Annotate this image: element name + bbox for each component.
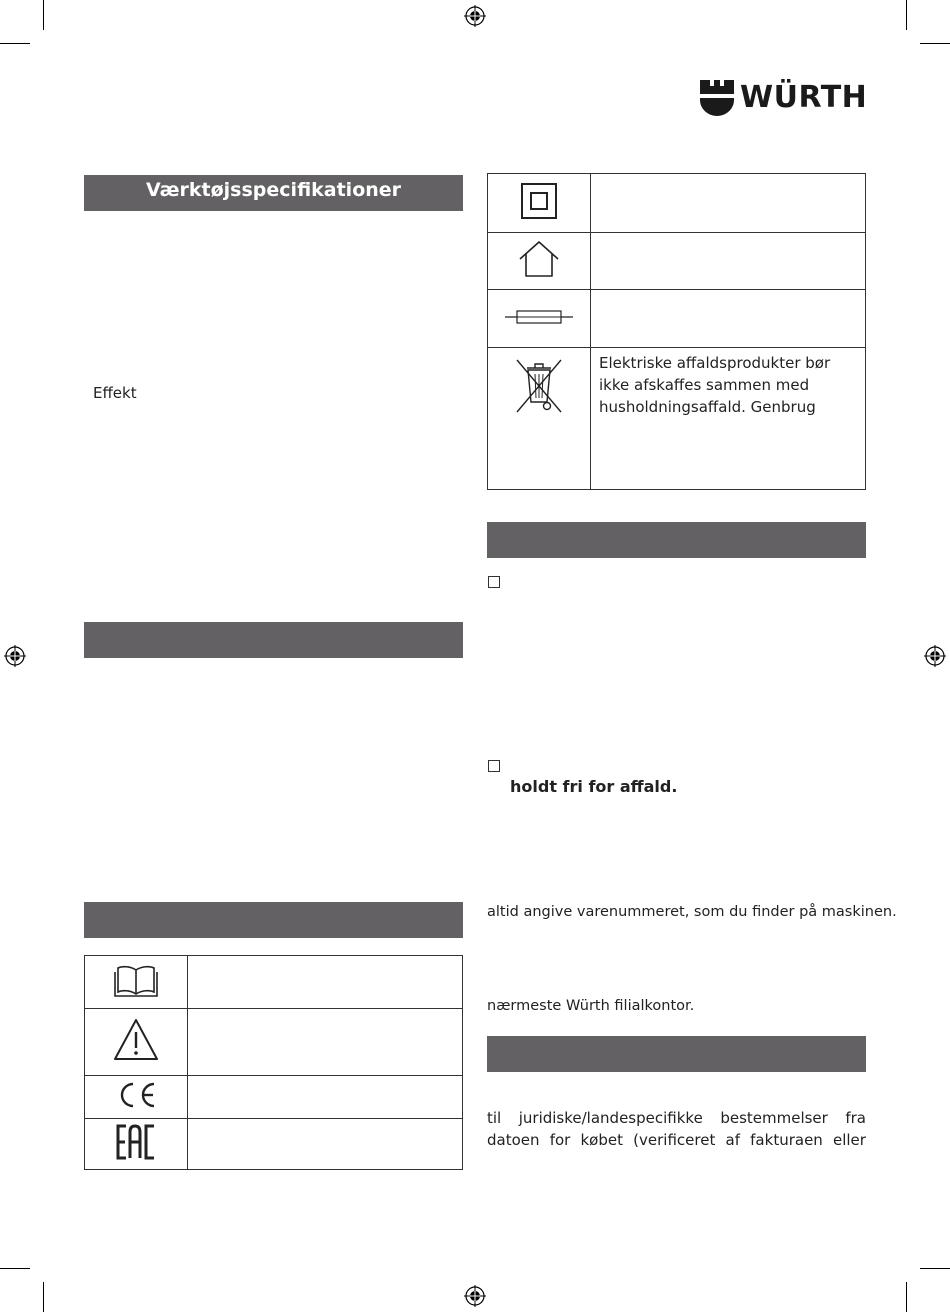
symbol-table-left [84, 955, 463, 1170]
symbol-row [488, 290, 866, 348]
warranty-word: juridiske/landespecifikke [518, 1109, 703, 1127]
symbol-desc [591, 174, 866, 233]
symbol-row [85, 956, 463, 1009]
weee-text-line: ikke afskaffes sammen med [599, 376, 810, 394]
spec-title: Værktøjsspecifikationer [145, 179, 402, 201]
warranty-word: for [549, 1131, 571, 1149]
symbol-cell [488, 290, 591, 348]
section-bar [84, 622, 463, 658]
bullet-square [488, 760, 500, 772]
wurth-castle-icon [700, 80, 734, 116]
symbol-cell [85, 956, 188, 1009]
registration-mark-icon [4, 645, 26, 667]
symbol-cell [488, 348, 591, 490]
symbol-desc [188, 956, 463, 1009]
crop-mark [0, 1268, 30, 1269]
symbol-row [488, 348, 866, 490]
symbol-table-right [487, 173, 866, 490]
branch-office-text: nærmeste Würth filialkontor. [487, 998, 695, 1014]
warranty-word: fakturaen [750, 1131, 823, 1149]
symbol-row [85, 1119, 463, 1170]
symbol-row [85, 1076, 463, 1119]
warranty-word: købet [580, 1131, 623, 1149]
bullet-square [488, 576, 500, 588]
registration-mark-icon [464, 1285, 486, 1307]
warranty-word: fra [845, 1109, 866, 1127]
weee-crossed-bin-icon [511, 356, 567, 416]
warranty-word: eller [832, 1131, 866, 1149]
symbol-desc [188, 1076, 463, 1119]
symbol-row [488, 174, 866, 233]
symbol-desc [188, 1119, 463, 1170]
section-bar-specifications [84, 175, 463, 211]
warning-triangle-icon [112, 1017, 160, 1063]
symbol-desc [591, 233, 866, 290]
warranty-word: bestemmelser [720, 1109, 828, 1127]
article-number-text: altid angive varenummeret, som du finder på maskinen. [487, 904, 897, 920]
registration-mark-icon [464, 5, 486, 27]
section-bar [487, 522, 866, 558]
section-bar [84, 902, 463, 938]
brand-logo [700, 80, 870, 120]
manual-book-icon [114, 962, 158, 998]
symbol-desc [188, 1009, 463, 1076]
symbol-cell [85, 1076, 188, 1119]
symbol-desc [591, 290, 866, 348]
crop-mark [906, 0, 907, 30]
crop-mark [0, 43, 30, 44]
indoor-use-icon [517, 239, 561, 279]
crop-mark [920, 1268, 950, 1269]
double-insulation-icon [519, 181, 559, 221]
warranty-word: af [725, 1131, 740, 1149]
eac-mark-icon [116, 1124, 156, 1160]
waste-bold-text: holdt fri for affald. [510, 777, 678, 796]
crop-mark [43, 0, 44, 30]
crop-mark [906, 1282, 907, 1312]
ce-mark-icon [114, 1080, 158, 1110]
symbol-cell [85, 1009, 188, 1076]
fuse-icon [505, 305, 573, 329]
symbol-cell [488, 233, 591, 290]
warranty-word: til [487, 1109, 502, 1127]
section-bar [487, 1036, 866, 1072]
crop-mark [920, 43, 950, 44]
symbol-cell [85, 1119, 188, 1170]
symbol-cell [488, 174, 591, 233]
weee-text-line: Elektriske affaldsprodukter bør [599, 354, 831, 372]
warranty-text-line-1 [487, 1107, 866, 1129]
registration-mark-icon [924, 645, 946, 667]
weee-description [591, 348, 866, 490]
warranty-text-line-2 [487, 1129, 866, 1151]
effekt-label: Effekt [93, 384, 137, 402]
symbol-row [488, 233, 866, 290]
warranty-word: (verificeret [633, 1131, 716, 1149]
warranty-word: datoen [487, 1131, 540, 1149]
weee-text-line: husholdningsaffald. Genbrug [599, 398, 816, 416]
crop-mark [43, 1282, 44, 1312]
brand-name: WÜRTH [740, 80, 868, 115]
symbol-row [85, 1009, 463, 1076]
